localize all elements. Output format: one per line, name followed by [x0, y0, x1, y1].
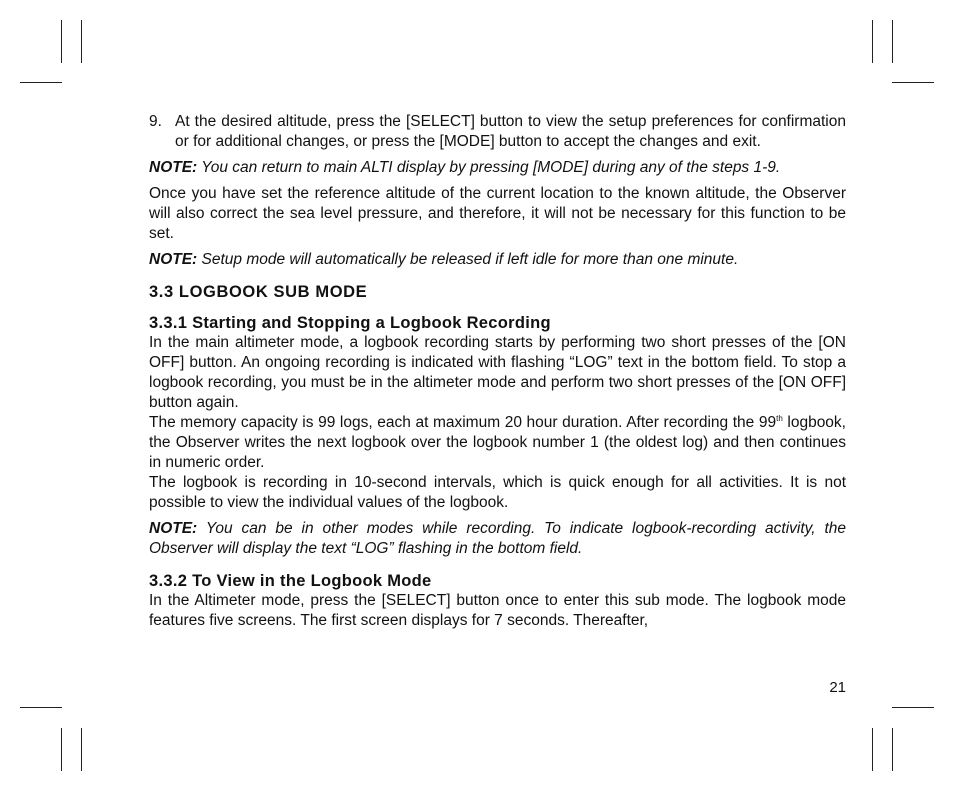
crop-mark — [61, 20, 62, 63]
crop-mark — [61, 728, 62, 771]
crop-mark — [20, 82, 62, 83]
paragraph-recording-interval: The logbook is recording in 10-second intervals, which is quick enough for all activities. It is not possible to view the individual values of the logbook. — [149, 474, 846, 511]
crop-mark — [81, 20, 82, 63]
crop-mark — [872, 728, 873, 771]
note-return-alti — [149, 158, 846, 178]
superscript: th — [776, 413, 783, 423]
page-content — [149, 112, 846, 631]
list-number: 9. — [149, 113, 162, 130]
crop-mark — [892, 728, 893, 771]
list-item-9 — [149, 112, 846, 152]
crop-mark — [81, 728, 82, 771]
note-text: Setup mode will automatically be released if left idle for more than one minute. — [197, 251, 739, 268]
section-heading-3-3-2: 3.3.2 To View in the Logbook Mode — [149, 572, 432, 590]
paragraph-reference-altitude: Once you have set the reference altitude of the current location to the known altitude, the Observer will also correct the sea level pressure, and therefore, it will not be necessary for this function to be set. — [149, 185, 846, 242]
crop-mark — [872, 20, 873, 63]
note-label: NOTE: — [149, 159, 198, 176]
note-label: NOTE: — [149, 251, 198, 268]
crop-mark — [892, 20, 893, 63]
section-heading-3-3-1: 3.3.1 Starting and Stopping a Logbook Recording — [149, 314, 551, 332]
list-text: At the desired altitude, press the [SELECT] button to view the setup preferences for confirmation or for additional changes, or press the [MODE] button to accept the changes and exit. — [175, 113, 846, 150]
crop-mark — [20, 707, 62, 708]
note-setup-mode — [149, 250, 846, 270]
text-segment: logbook, the Observer writes the next logbook over the logbook number 1 (the oldest log) and then continues in numeric order. — [149, 414, 846, 471]
paragraph-view-logbook: In the Altimeter mode, press the [SELECT] button once to enter this sub mode. The logbook mode features five screens. The first screen displays for 7 seconds. Thereafter, — [149, 592, 846, 629]
crop-mark — [892, 82, 934, 83]
note-text: You can return to main ALTI display by pressing [MODE] during any of the steps 1-9. — [197, 159, 781, 176]
text-segment: The memory capacity is 99 logs, each at maximum 20 hour duration. After recording the 99 — [149, 414, 777, 431]
page-number: 21 — [829, 679, 846, 696]
section-heading-3-3: 3.3 LOGBOOK SUB MODE — [149, 283, 368, 301]
note-text: You can be in other modes while recording. To indicate logbook-recording activity, the Observer will display the text “LOG” flashing in the bottom field. — [149, 520, 846, 557]
paragraph-start-stop: In the main altimeter mode, a logbook recording starts by performing two short presses of the [ON OFF] button. An ongoing recording is indicated with flashing “LOG” text in the bottom field. To stop a logbook recording, you must be in the altimeter mode and perform two short presses of the [ON OFF] button again. — [149, 334, 846, 411]
crop-mark — [892, 707, 934, 708]
paragraph-memory-capacity — [149, 413, 846, 473]
note-label: NOTE: — [149, 520, 198, 537]
note-other-modes — [149, 519, 846, 559]
